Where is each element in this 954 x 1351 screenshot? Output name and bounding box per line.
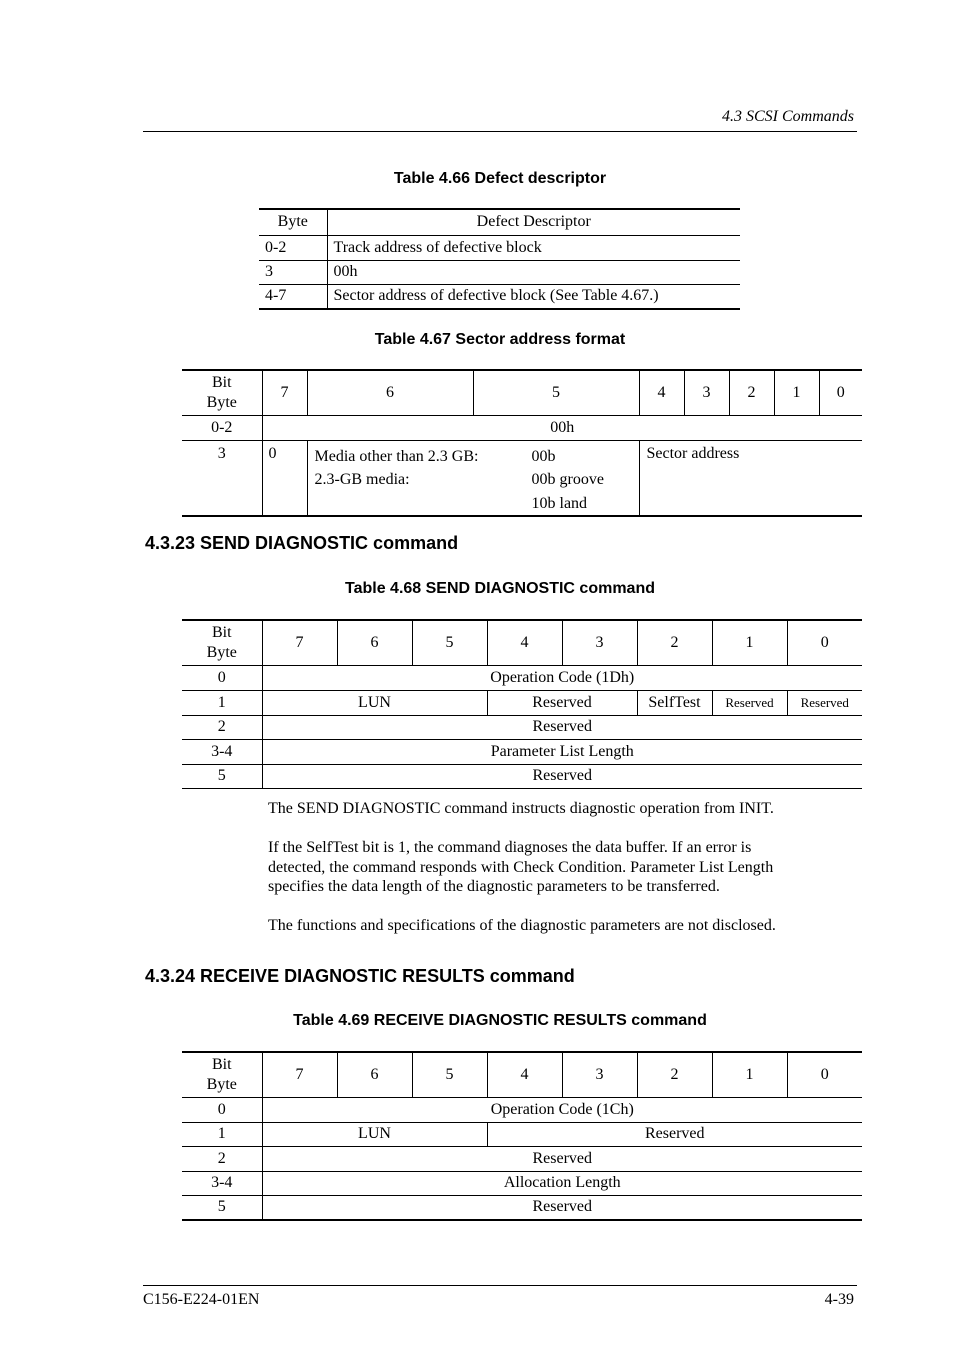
media-cell [307,440,639,516]
land-value: 10b land [531,494,588,512]
row-byte: 2 [182,1146,262,1171]
row-value: Operation Code (1Dh) [490,668,635,686]
bit-byte-header [182,370,262,415]
row-value: Reserved [532,767,593,784]
table-caption-467: Table 4.67 Sector address format [374,331,626,348]
row-byte: 1 [182,1122,262,1146]
paragraph-selftest [268,838,773,897]
page-number: 4-39 [824,1291,854,1308]
row-byte: 3-4 [182,739,262,764]
paragraph-line: If the SelfTest bit is 1, the command diagnoses the data buffer. If an error is [268,839,752,856]
cell-descriptor: Track address of defective block [333,238,542,256]
table-caption-468: Table 4.68 SEND DIAGNOSTIC command [345,580,655,597]
row-byte: 0 [182,1097,262,1122]
cell-byte: 4-7 [259,284,327,309]
selftest-field: SelfTest [637,690,712,715]
running-head: 4.3 SCSI Commands [721,108,854,125]
bit-7: 7 [262,370,307,415]
paragraph-not-disclosed: The functions and specifications of the diagnostic parameters are not disclosed. [268,917,776,934]
table-row [182,764,862,788]
bit-6: 6 [337,1052,412,1097]
table-row [182,690,862,715]
table-row [182,665,862,690]
section-heading-4324: 4.3.24 RECEIVE DIAGNOSTIC RESULTS command [145,966,575,986]
paragraph-line: specifies the data length of the diagnostic parameters to be transferred. [268,878,720,895]
row-byte: 2 [182,715,262,739]
table-row [182,1122,862,1146]
table-row [182,415,862,440]
footer-rule [143,1285,857,1286]
groove-value: 00b groove [531,471,604,488]
row-value: Parameter List Length [490,742,634,760]
lun-field: LUN [262,690,487,715]
paragraph-line: detected, the command responds with Check Condition. Parameter List Length [268,858,774,876]
lun-field: LUN [262,1122,487,1146]
table-row [182,1052,862,1097]
row-value: Reserved [532,1198,593,1216]
bit-label: Bit [211,623,232,641]
table-row [259,209,740,235]
row-value: Allocation Length [503,1174,621,1191]
row-byte: 1 [182,690,262,715]
table-row [182,739,862,764]
bit-0: 0 [820,633,829,651]
reserved-field: Reserved [487,690,637,715]
bit-2: 2 [637,1052,712,1097]
row-value: Reserved [532,1149,593,1167]
reserved-bit0-field: Reserved [800,694,849,710]
bit-byte-header [182,620,262,665]
bit-1: 1 [774,370,819,415]
row-value: Reserved [532,718,593,735]
row-byte: 0-2 [182,415,262,440]
cell-descriptor: Sector address of defective block (See Table 4.67.) [333,287,659,305]
header-defect-descriptor: Defect Descriptor [476,213,591,231]
sector-address-format-table [182,369,862,517]
row-byte: 0 [182,665,262,690]
bit-5: 5 [412,1052,487,1097]
row-byte: 3 [182,440,262,516]
bit-4: 4 [487,1052,562,1097]
bit7-value: 0 [262,440,307,516]
row-byte: 5 [182,764,262,788]
bit-3: 3 [684,370,729,415]
send-diagnostic-table [182,619,862,789]
table-caption-466: Table 4.66 Defect descriptor [393,170,607,187]
bit-byte-header [182,1052,262,1097]
byte-label: Byte [206,393,237,411]
bit-2: 2 [637,620,712,665]
bit-6: 6 [337,620,412,665]
bit-label: Bit [211,373,232,391]
table-row [182,370,862,415]
defect-descriptor-table [259,208,740,310]
document-id: C156-E224-01EN [143,1291,260,1308]
table-row [182,1171,862,1195]
table-row [182,1097,862,1122]
bit-4: 4 [639,370,684,415]
row-byte: 5 [182,1195,262,1220]
cell-byte: 0-2 [259,235,327,260]
header-rule [143,131,857,132]
row-byte: 3-4 [182,1171,262,1195]
sector-address-cell: Sector address [646,444,740,462]
table-row [182,715,862,739]
section-heading-4323: 4.3.23 SEND DIAGNOSTIC command [145,533,459,553]
byte-label: Byte [206,643,237,661]
bit-3: 3 [562,620,637,665]
bit-1: 1 [712,620,787,665]
table-row [259,235,740,260]
media-23gb-label: 2.3-GB media: [314,471,410,488]
table-row [182,440,862,516]
bit-0: 0 [820,1065,829,1083]
header-byte: Byte [259,209,327,235]
bit-3: 3 [562,1052,637,1097]
reserved-field: Reserved [644,1125,705,1142]
table-row [259,284,740,309]
table-row [182,1146,862,1171]
reserved-bit1-field: Reserved [712,690,787,715]
bit-6: 6 [307,370,473,415]
bit-5: 5 [412,620,487,665]
media-other-value: 00b [531,447,556,465]
media-other-label: Media other than 2.3 GB: [314,447,479,465]
bit-label: Bit [211,1055,232,1073]
table-caption-469: Table 4.69 RECEIVE DIAGNOSTIC RESULTS command [293,1012,707,1029]
cell-descriptor: 00h [333,263,358,280]
table-row [182,1195,862,1220]
cell-byte: 3 [259,260,327,284]
bit-7: 7 [262,1052,337,1097]
table-row [182,620,862,665]
row-value: 00h [550,418,575,436]
bit-2: 2 [729,370,774,415]
byte-label: Byte [206,1075,237,1093]
receive-diagnostic-results-table [182,1051,862,1221]
paragraph-send-diagnostic-intro: The SEND DIAGNOSTIC command instructs diagnostic operation from INIT. [268,800,774,817]
bit-1: 1 [712,1052,787,1097]
bit-5: 5 [473,370,639,415]
bit-0: 0 [836,383,845,401]
bit-7: 7 [262,620,337,665]
row-value: Operation Code (1Ch) [490,1100,634,1118]
bit-4: 4 [487,620,562,665]
table-row [259,260,740,284]
